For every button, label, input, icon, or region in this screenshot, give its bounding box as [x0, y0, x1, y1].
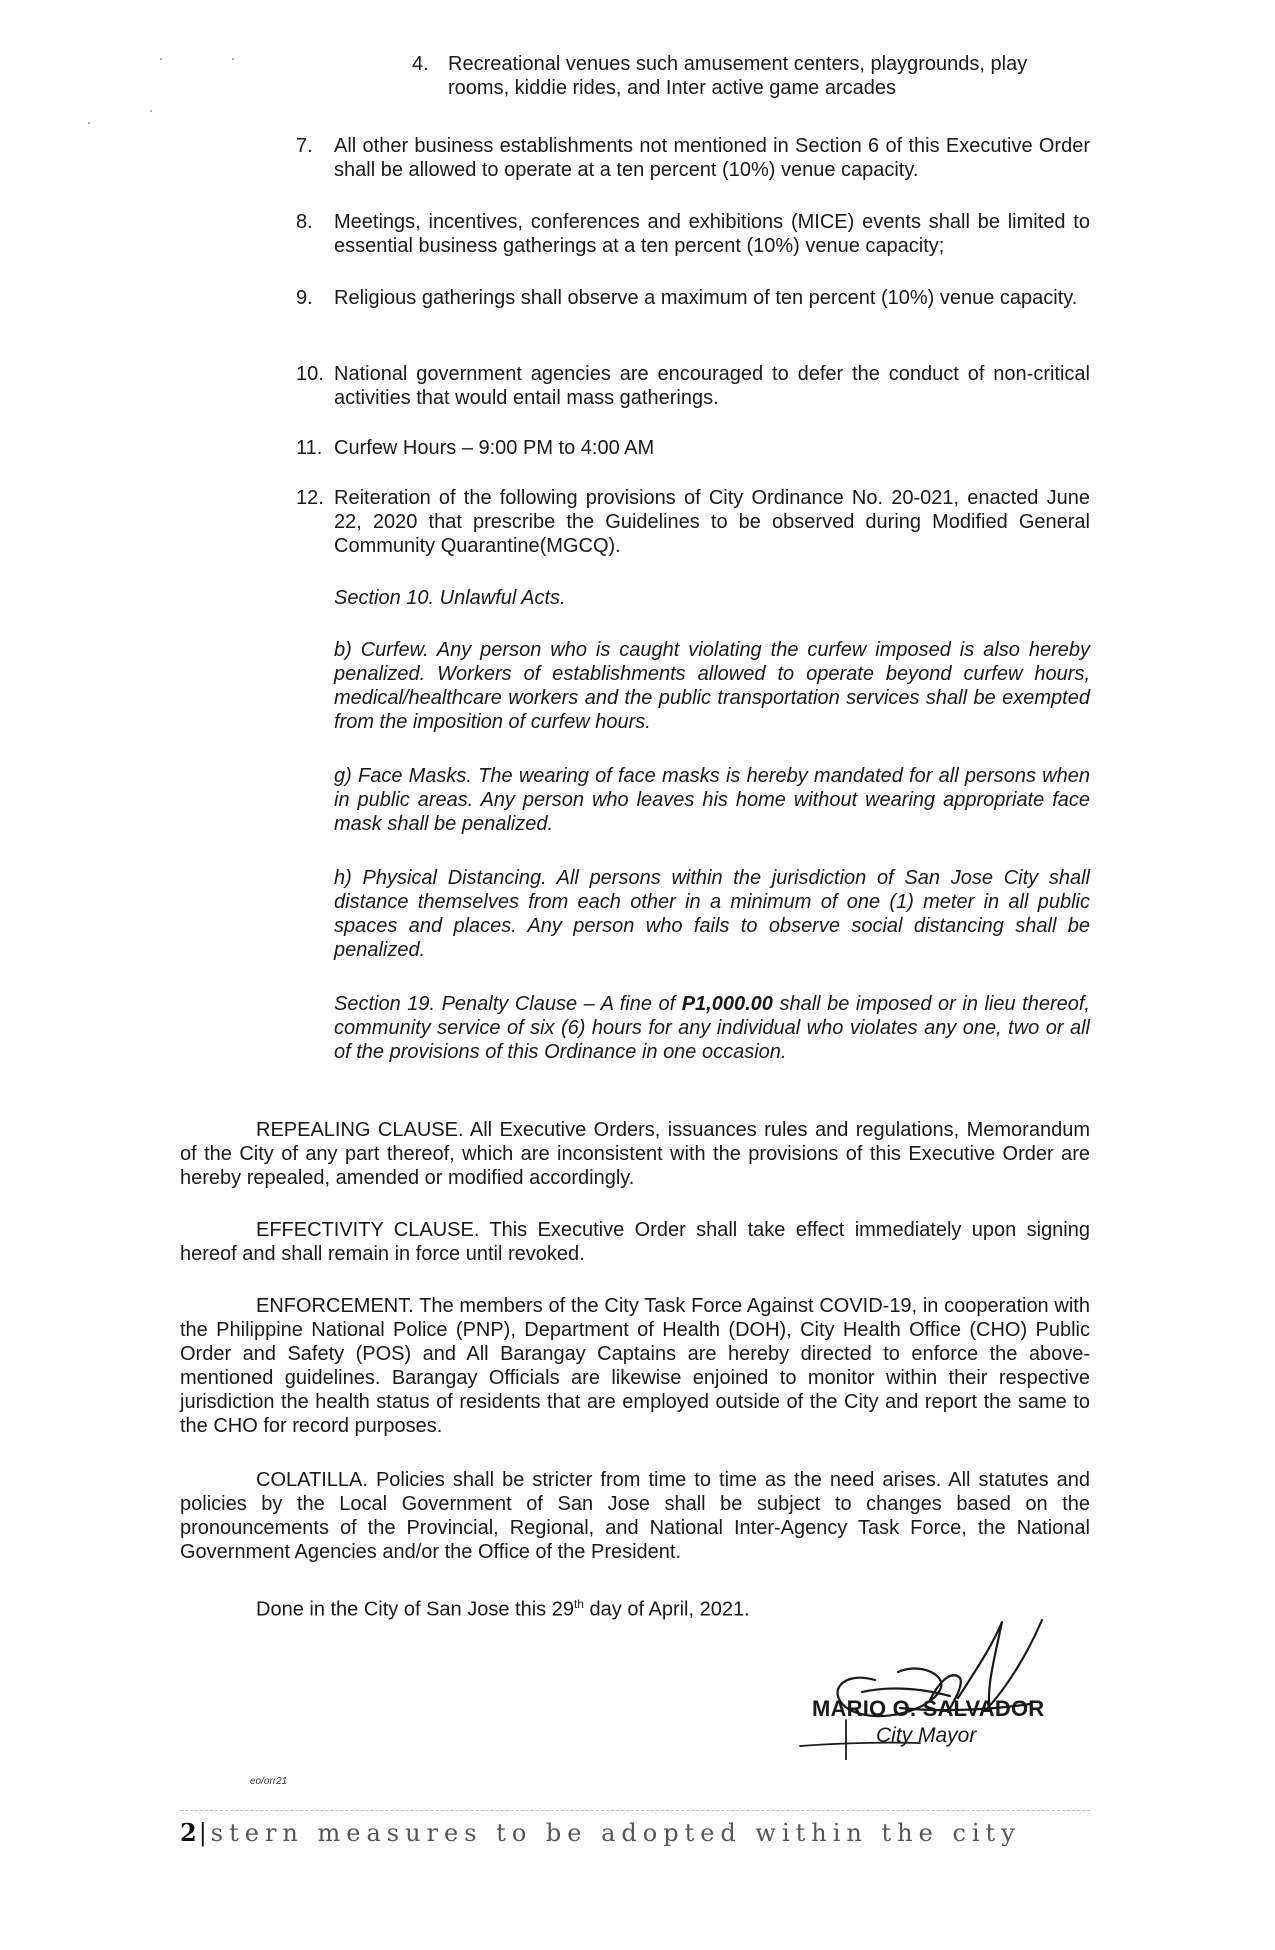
- penalty-text-after: shall be imposed or in lieu thereof, community service of six (6) hours for any individual who violates any one, two or all of the provisions of this Ordinance in one occasion.: [334, 993, 1090, 1063]
- list-text: Meetings, incentives, conferences and exhibitions (MICE) events shall be limited to essential business gatherings at a ten percent (10%) venue capacity;: [334, 211, 1090, 257]
- list-number: 10.: [296, 363, 324, 385]
- penalty-amount: P1,000.00: [681, 993, 773, 1015]
- list-number: 8.: [296, 211, 313, 233]
- footer-separator: |: [198, 1819, 207, 1847]
- list-number: 4.: [412, 53, 429, 75]
- list-item-12: [296, 486, 1090, 558]
- penalty-clause: [334, 992, 1090, 1064]
- list-item-10: [296, 362, 1090, 410]
- list-text: Religious gatherings shall observe a maximum of ten percent (10%) venue capacity.: [334, 287, 1078, 309]
- signature-block: [780, 1600, 1100, 1760]
- list-text: Recreational venues such amusement centers, playgrounds, play rooms, kiddie rides, and Inter active game arcades: [448, 53, 1028, 99]
- curfew-provision: b) Curfew. Any person who is caught violating the curfew imposed is also hereby penalized. Workers of establishments allowed to operate beyond curfew hours, medical/healthcare workers and the public transportation services shall be exempted from the imposition of curfew hours.: [334, 639, 1090, 733]
- page-number: 2: [180, 1818, 197, 1847]
- list-number: 9.: [296, 287, 313, 309]
- list-item-9: [296, 286, 1090, 310]
- list-number: 7.: [296, 135, 313, 157]
- signatory-name: MARIO O. SALVADOR: [812, 1696, 1045, 1721]
- list-text: Reiteration of the following provisions of City Ordinance No. 20-021, enacted June 22, 2020 that prescribe the Guidelines to be observed during Modified General Community Quarantine(MGCQ).: [334, 487, 1090, 557]
- colatilla-clause: COLATILLA. Policies shall be stricter from time to time as the need arises. All statutes and policies by the Local Government of San Jose shall be subject to changes based on the pronouncements of the Provincial, Regional, and National Inter-Agency Task Force, the National Government Agencies and/or the Office of the President.: [180, 1469, 1090, 1563]
- done-text-after: day of April, 2021.: [583, 1598, 750, 1621]
- list-number: 12.: [296, 487, 324, 509]
- footer-tagline: stern measures to be adopted within the city: [210, 1819, 1021, 1847]
- list-item-7: [296, 134, 1090, 182]
- list-item-4: [412, 52, 1087, 100]
- scan-speck: [150, 110, 152, 112]
- footer-rule: [180, 1810, 1090, 1811]
- signatory-title: City Mayor: [876, 1724, 977, 1747]
- enforcement-clause: ENFORCEMENT. The members of the City Task Force Against COVID-19, in cooperation with the Philippine National Police (PNP), Department of Health (DOH), City Health Office (CHO) Public Order and Safety (POS) and All Barangay Captains are hereby directed to enforce the above-mentioned guidelines. Barangay Officials are likewise enjoined to monitor within their respective jurisdiction the health status of residents that are employed outside of the City and report the same to the CHO for record purposes.: [180, 1295, 1090, 1437]
- list-item-8: [296, 210, 1090, 258]
- effectivity-clause: EFFECTIVITY CLAUSE. This Executive Order shall take effect immediately upon signing hereof and shall remain in force until revoked.: [180, 1219, 1090, 1265]
- list-text: National government agencies are encouraged to defer the conduct of non-critical activities that would entail mass gatherings.: [334, 363, 1090, 409]
- repealing-clause: REPEALING CLAUSE. All Executive Orders, issuances rules and regulations, Memorandum of the City of any part thereof, which are inconsistent with the provisions of this Executive Order are hereby repealed, amended or modified accordingly.: [180, 1119, 1090, 1189]
- section-10-heading: Section 10. Unlawful Acts.: [334, 587, 566, 609]
- face-masks-provision: g) Face Masks. The wearing of face masks is hereby mandated for all persons when in public areas. Any person who leaves his home without wearing appropriate face mask shall be penalized.: [334, 765, 1090, 835]
- reference-code: eo/orr21: [250, 1776, 288, 1787]
- done-superscript: th: [573, 1597, 584, 1611]
- list-item-11: [296, 436, 1090, 460]
- scan-speck: [160, 58, 162, 60]
- list-number: 11.: [296, 437, 323, 459]
- done-text-before: Done in the City of San Jose this 29: [256, 1598, 574, 1621]
- penalty-text-before: Section 19. Penalty Clause – A fine of: [334, 993, 682, 1015]
- list-text: All other business establishments not mentioned in Section 6 of this Executive Order shall be allowed to operate at a ten percent (10%) venue capacity.: [334, 135, 1090, 181]
- physical-distancing-provision: h) Physical Distancing. All persons within the jurisdiction of San Jose City shall distance themselves from each other in a minimum of one (1) meter in all public spaces and places. Any person who fails to observe social distancing shall be penalized.: [334, 867, 1090, 961]
- page-footer: [180, 1818, 1021, 1847]
- scan-speck: [232, 58, 234, 60]
- scan-speck: [88, 122, 90, 124]
- list-text: Curfew Hours – 9:00 PM to 4:00 AM: [334, 437, 655, 459]
